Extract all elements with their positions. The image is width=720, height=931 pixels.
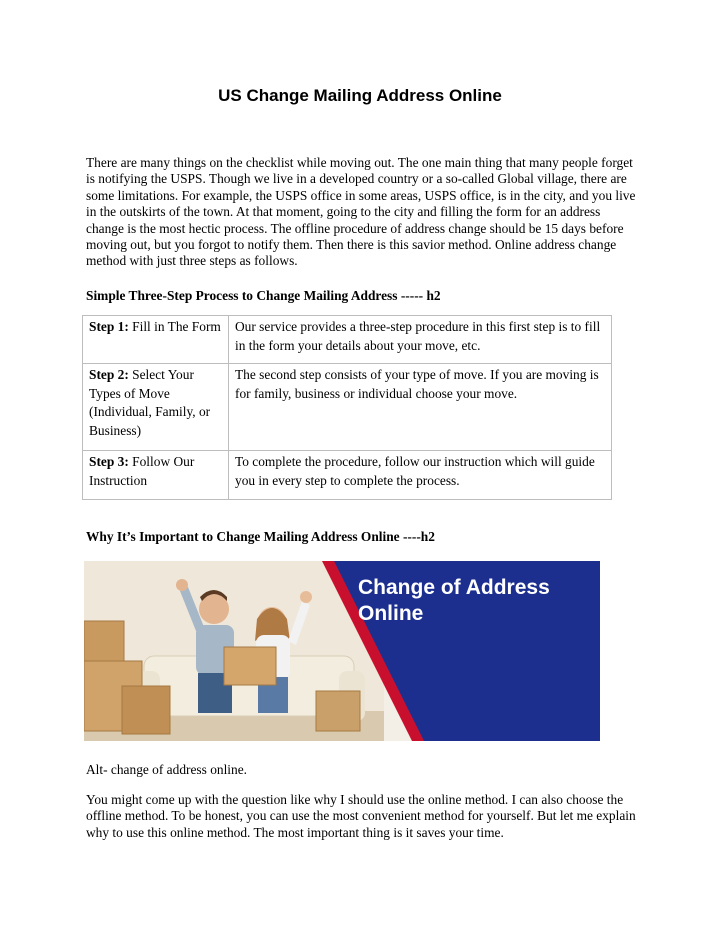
hero-caption <box>358 575 550 627</box>
intro-paragraph: There are many things on the checklist while moving out. The one main thing that many people forget is notifying the USPS. Though we live in a developed country or a so-called Global village, there are some limitations. For example, the USPS office in some areas, USPS office, is in the city, and you live in the outskirts of the town. At that moment, going to the city and filling the form for an address change is the most hectic process. The offline procedure of address change should be 15 days before moving out, but you forgot to notify them. Then there is this savior method. Online address change method with just three steps as follows. <box>86 155 636 269</box>
step-name: Fill in The Form <box>128 319 221 334</box>
step-cell <box>83 316 229 364</box>
alt-text: Alt- change of address online. <box>86 762 248 777</box>
section-heading-importance: Why It’s Important to Change Mailing Address Online ----h2 <box>86 529 435 544</box>
steps-table <box>82 315 612 500</box>
step-cell <box>83 364 229 451</box>
closing-paragraph: You might come up with the question like why I should use the online method. I can also choose the offline method. To be honest, you can use the most convenient method for yourself. But let me explain why to use this online method. The most important thing is it saves your time. <box>86 792 636 840</box>
step-label: Step 3: <box>89 454 129 470</box>
hero-image <box>84 561 600 741</box>
hero-caption-line1: Change of Address <box>358 576 550 599</box>
section-heading-steps: Simple Three-Step Process to Change Mailing Address ----- h2 <box>86 288 441 303</box>
step-description: To complete the procedure, follow our instruction which will guide you in every step to complete the process. <box>229 451 612 500</box>
step-cell <box>83 451 229 500</box>
table-row <box>83 316 612 364</box>
hero-caption-line2: Online <box>358 602 424 625</box>
step-name: Follow Our Instruction <box>89 454 195 488</box>
step-label: Step 1: <box>89 319 129 334</box>
page-title: US Change Mailing Address Online <box>218 86 502 105</box>
table-row <box>83 364 612 451</box>
table-row <box>83 451 612 500</box>
step-description: Our service provides a three-step procedure in this first step is to fill in the form your details about your move, etc. <box>229 316 612 364</box>
step-description: The second step consists of your type of move. If you are moving is for family, business or individual choose your move. <box>229 364 612 451</box>
step-name: Select Your Types of Move (Individual, Family, or Business) <box>89 367 211 438</box>
step-label: Step 2: <box>89 367 129 383</box>
